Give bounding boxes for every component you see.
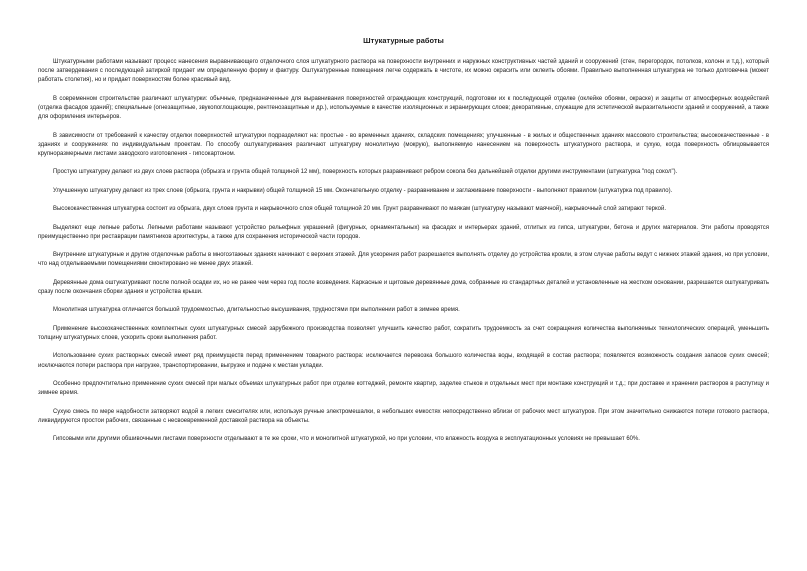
paragraph-1: Штукатурными работами называют процесс нанесения выравнивающего отделочного слоя штукатурного раствора на поверхности внутренних и наружных конструктивных частей зданий и сооружений (стен, перегородок, потолков, колонн и т.д.), который после затвердевания с последующей затиркой придает им определенную форму и фактуру. Оштукатуренные помещения легче содержать в чистоте, их можно окрасить или оклеить обоями. Правильно выполненная штукатурка не только долговечна (может работать столетия), но и придает поверхностям более красивый вид. xyxy=(38,59,769,84)
paragraph-8: Внутренние штукатурные и другие отделочные работы в многоэтажных зданиях начинают с верхних этажей. Для ускорения работ разрешается выполнять отделку до устройства кровли, в этом случае работы ведут с нижних этажей здания, но при условии, что над отделываемыми помещениями смонтировано не менее двух этажей. xyxy=(38,252,769,268)
paragraph-11: Применение высококачественных комплектных сухих штукатурных смесей зарубежного производства позволяет улучшить качество работ, сократить трудоемкость за счет сокращения количества выполняемых технологических операций, уменьшить толщину штукатурных слоев, ускорить сроки выполнения работ. xyxy=(38,325,769,341)
paragraph-2: В современном строительстве различают штукатурки: обычные, предназначенные для выравнивания поверхностей ограждающих конструкций, подготовки их к последующей отделке (оклейке обоями, окраске) и защиты от атмосферных воздействий (отделка фасадов зданий); специальные (огнезащитные, звукопоглощающие, рентгенозащитные и др.), используемые в качестве изоляционных и экранирующих слоев; декоративные, служащие для эстетической выразительности зданий и сооружений, а также для оформления интерьеров. xyxy=(38,95,769,121)
paragraph-4: Простую штукатурку делают из двух слоев раствора (обрызга и грунта общей толщиной 12 мм), поверхность которых разравнивают ребром сокола без дальнейшей отделки другими инструментами (штукатурка "под сокол"). xyxy=(53,169,678,176)
paragraph-15: Гипсовыми или другими обшивочными листами поверхности отделывают в те же сроки, что и монолитной штукатуркой, но при условии, что влажность воздуха в эксплуатационных условиях не превышает 60%. xyxy=(53,436,640,443)
paragraph-14: Сухую смесь по мере надобности затворяют водой в легких смесителях или, используя ручные электромешалки, в небольших емкостях непосредственно вблизи от рабочих мест штукатуров. При этом значительно снижаются потери готового раствора, ликвидируются простои рабочих, связанные с несвоевременной доставкой раствора на объекты. xyxy=(38,408,769,424)
paragraph-10: Монолитная штукатурка отличается большой трудоемкостью, длительностью высушивания, трудностями при выполнении работ в зимнее время. xyxy=(53,307,460,314)
paragraph-13: Особенно предпочтительно применение сухих смесей при малых объемах штукатурных работ при отделке коттеджей, ремонте квартир, заделке стыков и отдельных мест при монтаже конструкций и т.д.; при доставке и хранении растворов в распутицу и зимнее время. xyxy=(38,380,769,397)
paragraph-6: Высококачественная штукатурка состоит из обрызга, двух слоев грунта и накрывочного слоя общей толщиной 20 мм. Грунт разравнивают по маякам (штукатурку называют маячной), накрывочный слой затирают теркой. xyxy=(53,206,667,213)
paragraph-12: Использование сухих растворных смесей имеет ряд преимуществ перед применением товарного раствора: исключается перевозка большого количества воды, входящей в состав раствора; появляется возможность создания запасов сухих смесей; исключаются потери раствора при нагрузке, транспортировании, выгрузке и подаче к местам укладки. xyxy=(38,353,769,369)
paragraph-9: Деревянные дома оштукатуривают после полной осадки их, но не ранее чем через год после возведения. Каркасные и щитовые деревянные дома, собранные из стандартных деталей и установленные на жестком основании, разрешается оштукатуривать сразу после окончания сборки здания и устройства крыши. xyxy=(38,279,769,295)
paragraph-7: Выделяют еще лепные работы. Лепными работами называют устройство рельефных украшений (фигурных, орнаментальных) на фасадах и интерьерах зданий, отлитых из гипса, штукатурки, бетона и других материалов. Эти работы проводятся преимущественно при реставрации памятников архитектуры, а также для сохранения исторической части городов. xyxy=(38,224,769,240)
paragraph-3: В зависимости от требований к качеству отделки поверхностей штукатурки подразделяют на: простые - во временных зданиях, складских помещениях; улучшенные - в жилых и общественных зданиях массового строительства; высококачественные - в зданиях и сооружениях по индивидуальным проектам. По способу оштукатуривания различают штукатурку монолитную (мокрую), выполняемую нанесением на поверхность штукатурного раствора, и сухую, когда поверхность облицовывается крупноразмерными листами заводского изготовления - гипсокартоном. xyxy=(38,132,769,157)
paragraph-5: Улучшенную штукатурку делают из трех слоев (обрызга, грунта и накрывки) общей толщиной 15 мм. Окончательную отделку - разравнивание и заглаживание поверхности - выполняют правилом (штукатурка под правило). xyxy=(53,187,673,194)
document-title: Штукатурные работы xyxy=(363,36,444,45)
